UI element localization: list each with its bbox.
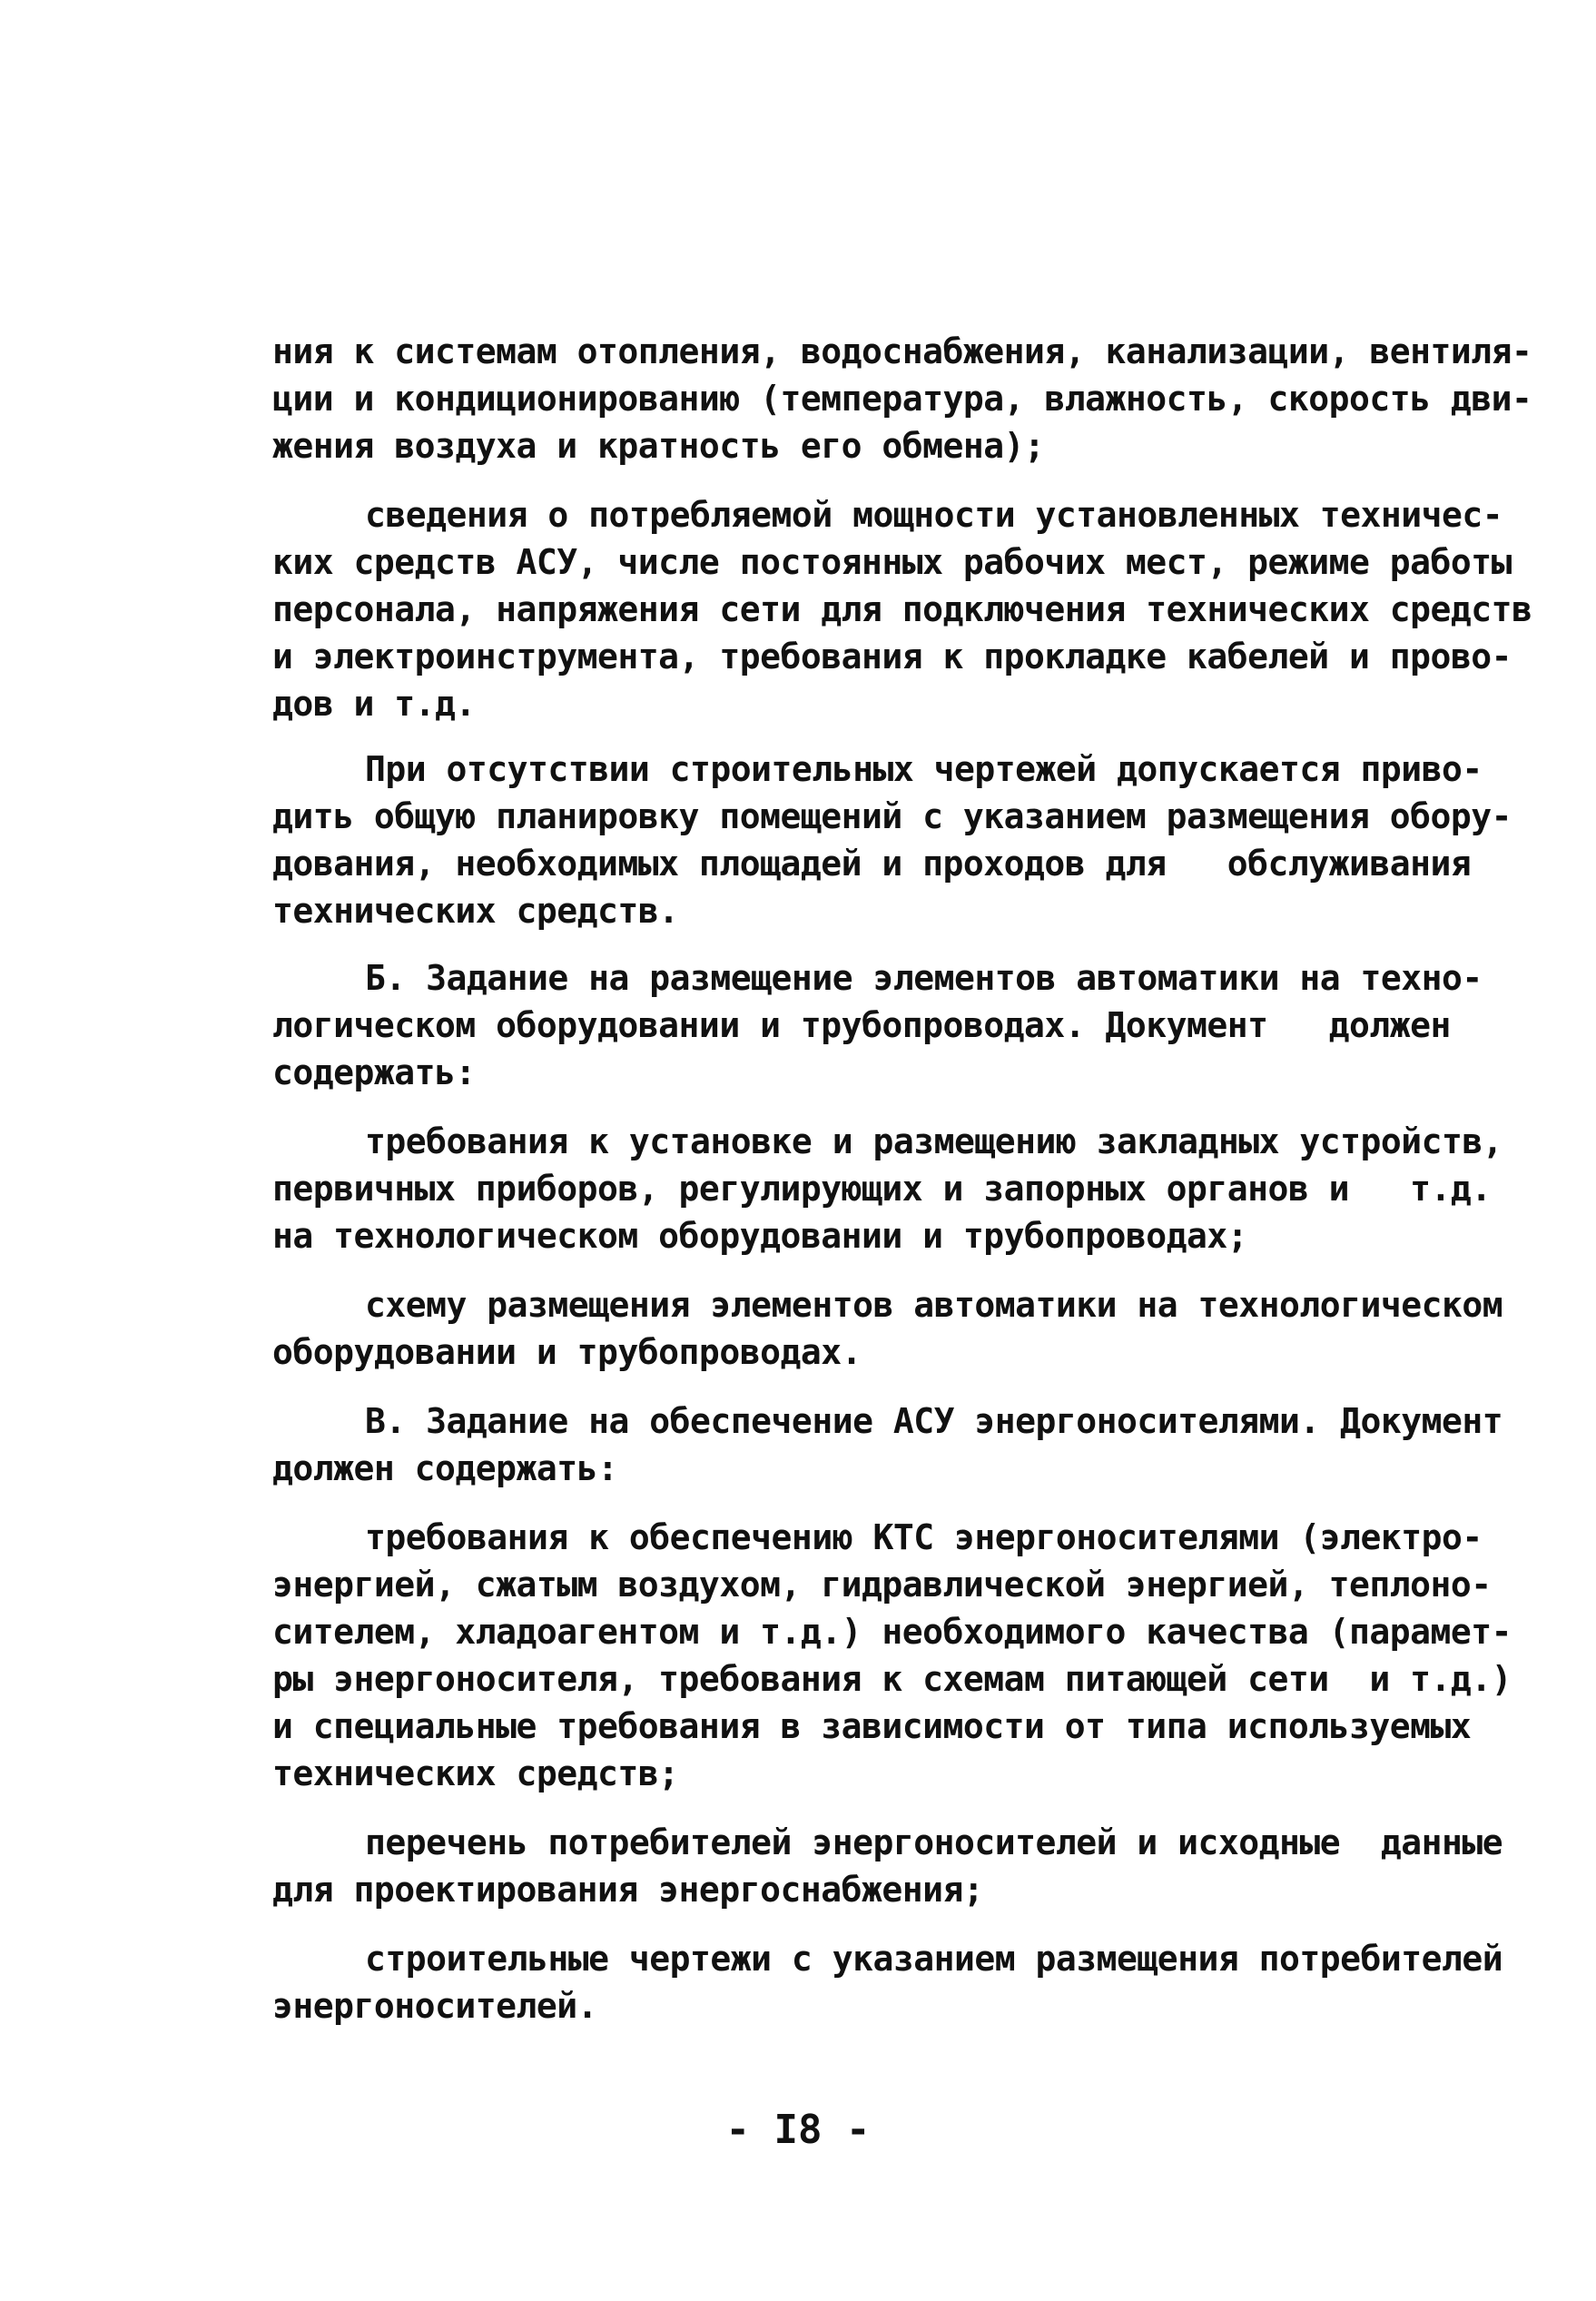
text-line: ции и кондиционированию (температура, влажность, скорость дви-	[272, 379, 1532, 419]
text-line: и электроинструмента, требования к прокладке кабелей и прово-	[272, 637, 1512, 676]
text-line: и специальные требования в зависимости от типа используемых	[272, 1706, 1472, 1746]
text-line: сведения о потребляемой мощности установленных техничес-	[365, 495, 1503, 535]
text-line: энергией, сжатым воздухом, гидравлической энергией, теплоно-	[272, 1565, 1492, 1605]
text-line: дить общую планировку помещений с указанием размещения обору-	[272, 796, 1512, 836]
text-line: Б. Задание на размещение элементов автоматики на техно-	[365, 958, 1483, 998]
text-line: оборудовании и трубопроводах.	[272, 1332, 862, 1372]
text-line: дования, необходимых площадей и проходов для обслуживания	[272, 844, 1472, 884]
text-line: для проектирования энергоснабжения;	[272, 1870, 984, 1910]
text-line: на технологическом оборудовании и трубопроводах;	[272, 1216, 1248, 1256]
text-line: жения воздуха и кратность его обмена);	[272, 426, 1045, 466]
text-line: строительные чертежи с указанием размещения потребителей	[365, 1939, 1503, 1979]
text-line: первичных приборов, регулирующих и запорных органов и т.д.	[272, 1169, 1492, 1209]
text-line: содержать:	[272, 1052, 476, 1092]
text-line: требования к установке и размещению закладных устройств,	[365, 1121, 1503, 1161]
page-number: - I8 -	[725, 2107, 871, 2153]
text-line: сителем, хладоагентом и т.д.) необходимого качества (парамет-	[272, 1612, 1512, 1652]
text-line: персонала, напряжения сети для подключения технических средств	[272, 589, 1532, 629]
text-line: В. Задание на обеспечение АСУ энергоносителями. Документ	[365, 1401, 1503, 1441]
text-line: схему размещения элементов автоматики на технологическом	[365, 1285, 1503, 1325]
text-line: технических средств.	[272, 891, 679, 931]
text-line: При отсутствии строительных чертежей допускается приво-	[365, 749, 1483, 789]
text-line: должен содержать:	[272, 1448, 618, 1488]
text-line: энергоносителей.	[272, 1986, 598, 2026]
text-line: дов и т.д.	[272, 684, 476, 724]
text-line: логическом оборудовании и трубопроводах. Документ должен	[272, 1005, 1451, 1045]
text-line: ких средств АСУ, числе постоянных рабочих мест, режиме работы	[272, 542, 1512, 582]
text-line: требования к обеспечению КТС энергоносителями (электро-	[365, 1517, 1483, 1557]
text-line: ния к системам отопления, водоснабжения, канализации, вентиля-	[272, 331, 1532, 371]
text-line: ры энергоносителя, требования к схемам питающей сети и т.д.)	[272, 1659, 1512, 1699]
text-line: перечень потребителей энергоносителей и исходные данные	[365, 1822, 1503, 1862]
text-line: технических средств;	[272, 1753, 679, 1793]
